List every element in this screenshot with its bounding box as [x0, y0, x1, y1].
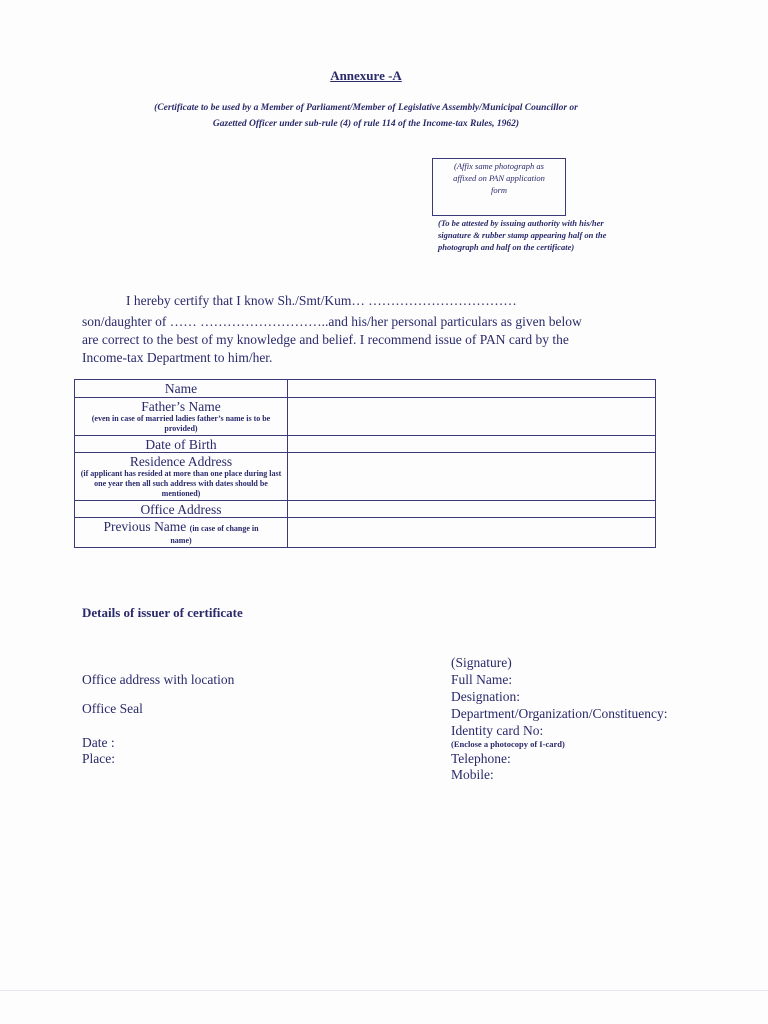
office-address-label: Office Address: [140, 501, 222, 517]
fathers-name-label-cell: [75, 398, 288, 436]
table-row: [75, 518, 656, 548]
telephone-label: Telephone:: [451, 751, 511, 766]
certify-line-4: Income-tax Department to him/her.: [82, 350, 273, 365]
fathers-name-value-cell[interactable]: [288, 398, 656, 436]
photo-box-line-2: affixed on PAN application: [453, 173, 545, 183]
office-address-label-cell: [75, 501, 288, 518]
page-edge-divider: [0, 990, 768, 991]
previous-name-label: Previous Name: [103, 519, 187, 534]
table-row: [75, 501, 656, 518]
photograph-box: [432, 158, 566, 216]
signature-label: (Signature): [451, 655, 512, 670]
table-row: [75, 436, 656, 453]
annexure-subtitle: [60, 100, 672, 132]
subtitle-line-2: Gazetted Officer under sub-rule (4) of rule 114 of the Income-tax Rules, 1962): [212, 119, 520, 129]
office-address-location: Office address with location: [82, 672, 235, 687]
fathers-name-note: (even in case of married ladies father’s name is to be provided): [91, 414, 271, 433]
date-label: Date :: [82, 735, 115, 750]
name-value-cell[interactable]: [288, 380, 656, 398]
previous-name-label-cell: [75, 518, 288, 548]
attest-line-2: signature & rubber stamp appearing half on the: [438, 230, 607, 240]
attestation-note: [438, 217, 648, 253]
certify-line-3: are correct to the best of my knowledge and belief. I recommend issue of PAN card by the: [82, 332, 569, 347]
previous-name-note: name): [170, 536, 192, 545]
place-label: Place:: [82, 751, 115, 766]
photo-box-line-3: form: [490, 185, 508, 195]
residence-address-value-cell[interactable]: [288, 453, 656, 501]
certify-line-1: I hereby certify that I know Sh./Smt/Kum… ……………………………: [126, 293, 517, 308]
subtitle-line-1: (Certificate to be used by a Member of Parliament/Member of Legislative Assembly/Municipal Councillor or: [154, 103, 578, 113]
previous-name-inline-note: (in case of change in: [189, 524, 259, 533]
fathers-name-label: Father’s Name: [141, 399, 221, 414]
mobile-label: Mobile:: [451, 767, 494, 782]
table-row: [75, 453, 656, 501]
particulars-table: [74, 379, 656, 548]
dob-value-cell[interactable]: [288, 436, 656, 453]
full-name-label: Full Name:: [451, 672, 513, 687]
designation-label: Designation:: [451, 689, 520, 704]
identity-card-note: (Enclose a photocopy of I-card): [451, 739, 565, 749]
attest-line-3: photograph and half on the certificate): [438, 242, 575, 252]
certify-line-2: son/daughter of …… ………………………..and his/her personal particulars as given below: [82, 314, 582, 329]
identity-card-label: Identity card No:: [451, 723, 544, 738]
residence-address-label: Residence Address: [129, 454, 233, 469]
photo-box-line-1: (Affix same photograph as: [454, 161, 544, 171]
department-label: Department/Organization/Constituency:: [451, 706, 668, 721]
office-seal: Office Seal: [82, 701, 143, 716]
attest-line-1: (To be attested by issuing authority with his/her: [438, 218, 604, 228]
previous-name-value-cell[interactable]: [288, 518, 656, 548]
name-label-cell: [75, 380, 288, 398]
office-address-value-cell[interactable]: [288, 501, 656, 518]
name-label: Name: [164, 381, 198, 396]
dob-label: Date of Birth: [145, 436, 217, 452]
issuer-heading: Details of issuer of certificate: [82, 605, 243, 620]
annexure-title: Annexure -A: [330, 68, 402, 83]
table-row: [75, 398, 656, 436]
residence-address-note: (if applicant has resided at more than one place during last one year then all such address with dates should be mentioned): [80, 469, 282, 498]
residence-address-label-cell: [75, 453, 288, 501]
dob-label-cell: [75, 436, 288, 453]
table-row: [75, 380, 656, 398]
